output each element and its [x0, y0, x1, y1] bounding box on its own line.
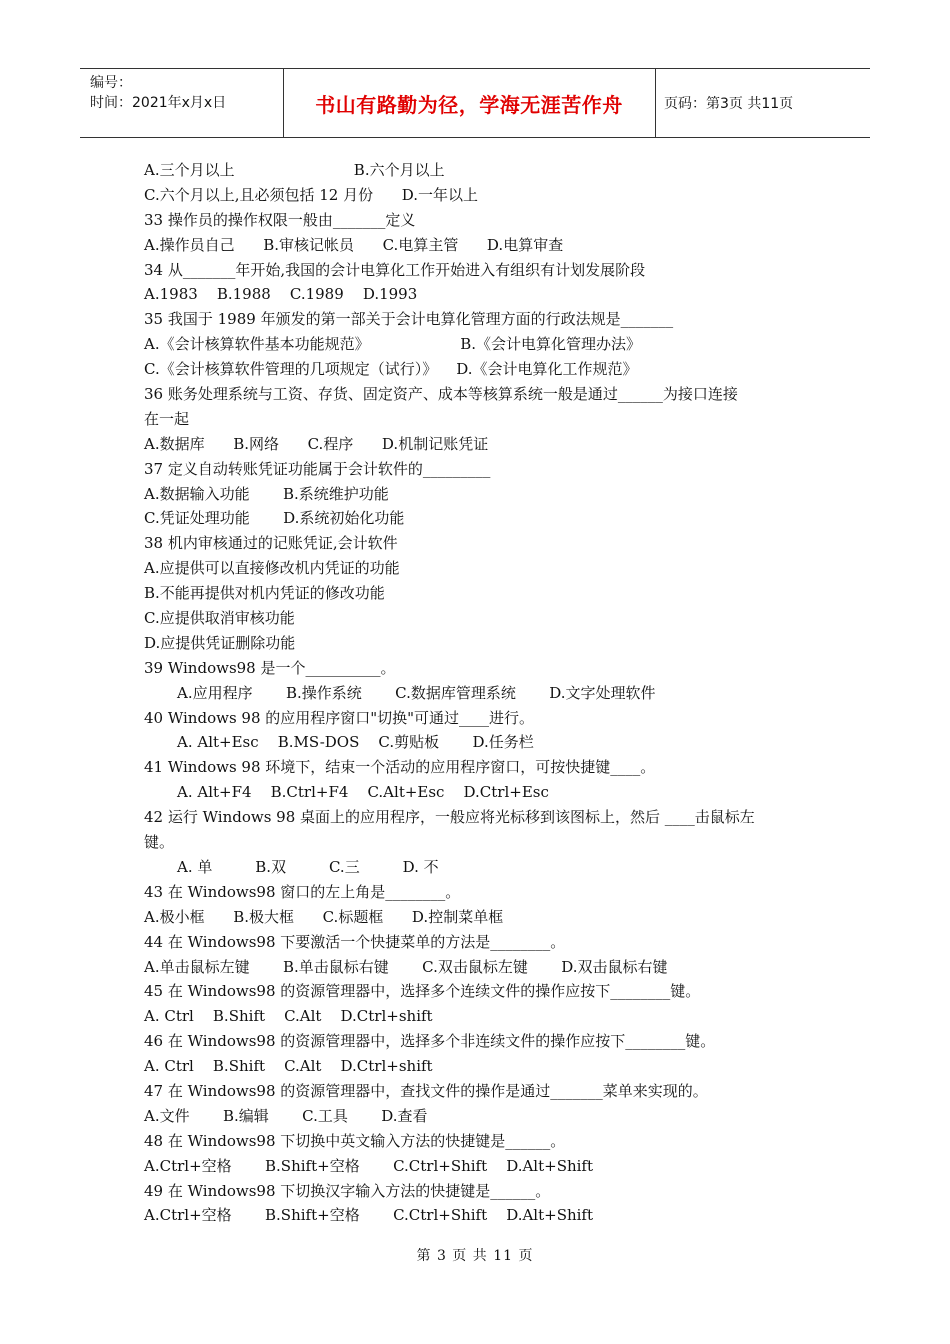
text-line: 44 在 Windows98 下要激活一个快捷菜单的方法是________。 [144, 932, 566, 951]
header-meta [90, 73, 226, 113]
text-line: A. 单 B.双 C.三 D. 不 [177, 857, 439, 876]
text-line: A. Alt+Esc B.MS-DOS C.剪贴板 D.任务栏 [177, 733, 534, 752]
text-line: 35 我国于 1989 年颁发的第一部关于会计电算化管理方面的行政法规是_______ [144, 310, 674, 329]
text-line: A.数据库 B.网络 C.程序 D.机制记账凭证 [144, 434, 489, 453]
text-line: A.《会计核算软件基本功能规范》 B.《会计电算化管理办法》 [144, 335, 641, 354]
text-line: A.数据输入功能 B.系统维护功能 [144, 484, 389, 503]
text-line: 36 账务处理系统与工资、存货、固定资产、成本等核算系统一般是通过______为接口连接 [144, 385, 738, 404]
text-line: A.极小框 B.极大框 C.标题框 D.控制菜单框 [144, 907, 504, 926]
text-line: C.凭证处理功能 D.系统初始化功能 [144, 509, 405, 528]
page-footer: 第 3 页 共 11 页 [416, 1248, 534, 1264]
text-line: 41 Windows 98 环境下，结束一个活动的应用程序窗口，可按快捷键____。 [144, 758, 656, 777]
number-label: 编号： [90, 75, 132, 91]
header-page-info: 页码：第3页 共11页 [664, 96, 794, 112]
text-line: 键。 [144, 833, 175, 852]
text-line: A.1983 B.1988 C.1989 D.1993 [144, 285, 418, 304]
text-line: 42 运行 Windows 98 桌面上的应用程序，一般应将光标移到该图标上，然后 ____击鼠标左 [144, 808, 755, 827]
text-line: C.《会计核算软件管理的几项规定（试行）》 D.《会计电算化工作规范》 [144, 360, 638, 379]
time-label: 时间：2021年x月x日 [90, 95, 227, 111]
text-line: A.应提供可以直接修改机内凭证的功能 [144, 559, 400, 578]
text-line: 47 在 Windows98 的资源管理器中，查找文件的操作是通过_______菜单来实现的。 [144, 1081, 708, 1100]
text-line: A.Ctrl+空格 B.Shift+空格 C.Ctrl+Shift D.Alt+Shift [144, 1206, 594, 1225]
text-line: A.操作员自己 B.审核记帐员 C.电算主管 D.电算审查 [144, 235, 564, 254]
text-line: 43 在 Windows98 窗口的左上角是________。 [144, 882, 461, 901]
page-header [80, 68, 870, 138]
text-line: A.文件 B.编辑 C.工具 D.查看 [144, 1106, 428, 1125]
text-line: 46 在 Windows98 的资源管理器中，选择多个非连续文件的操作应按下________键。 [144, 1032, 716, 1051]
text-line: A.应用程序 B.操作系统 C.数据库管理系统 D.文字处理软件 [177, 683, 656, 702]
text-line: D.应提供凭证删除功能 [144, 633, 296, 652]
text-line: 49 在 Windows98 下切换汉字输入方法的快捷键是______。 [144, 1181, 551, 1200]
text-line: A. Ctrl B.Shift C.Alt D.Ctrl+shift [144, 1057, 433, 1076]
text-line: A.三个月以上 B.六个月以上 [144, 161, 445, 179]
text-line: 37 定义自动转账凭证功能属于会计软件的_________ [144, 459, 491, 478]
text-line: 38 机内审核通过的记账凭证,会计软件 [144, 534, 398, 553]
text-line: 在一起 [144, 409, 190, 428]
header-divider-right [655, 69, 656, 137]
text-line: B.不能再提供对机内凭证的修改功能 [144, 584, 385, 603]
text-line: A.单击鼠标左键 B.单击鼠标右键 C.双击鼠标左键 D.双击鼠标右键 [144, 957, 668, 976]
text-line: A.Ctrl+空格 B.Shift+空格 C.Ctrl+Shift D.Alt+Shift [144, 1156, 594, 1175]
text-line: A. Ctrl B.Shift C.Alt D.Ctrl+shift [144, 1007, 433, 1026]
text-line: 34 从_______年开始,我国的会计电算化工作开始进入有组织有计划发展阶段 [144, 260, 646, 279]
text-line: 33 操作员的操作权限一般由_______定义 [144, 210, 416, 229]
header-motto: 书山有路勤为径，学海无涯苦作舟 [315, 92, 623, 117]
text-line: C.六个月以上,且必须包括 12 月份 D.一年以上 [144, 185, 478, 204]
text-line: 40 Windows 98 的应用程序窗口"切换"可通过____进行。 [144, 708, 535, 727]
text-line: C.应提供取消审核功能 [144, 609, 295, 628]
question-body [144, 158, 824, 1228]
text-line: A. Alt+F4 B.Ctrl+F4 C.Alt+Esc D.Ctrl+Esc [177, 783, 549, 802]
text-line: 48 在 Windows98 下切换中英文输入方法的快捷键是______。 [144, 1131, 566, 1150]
text-line: 39 Windows98 是一个__________。 [144, 658, 396, 677]
text-line: 45 在 Windows98 的资源管理器中，选择多个连续文件的操作应按下________键。 [144, 982, 701, 1001]
